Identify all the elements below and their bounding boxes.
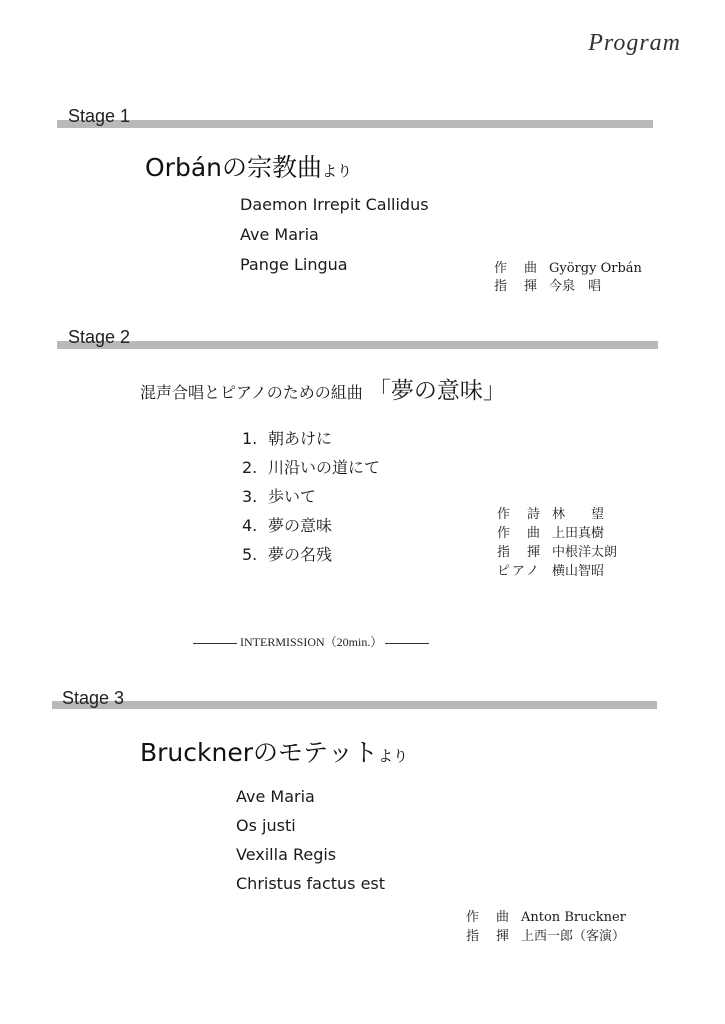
credit-name: György Orbán: [549, 261, 642, 276]
credit-role: 作 詩: [497, 507, 543, 522]
page-heading: Program: [588, 30, 681, 56]
piece-number: 2.: [242, 458, 258, 477]
piece-title: 夢の意味: [268, 516, 333, 535]
credit-name: 中根洋太朗: [552, 545, 618, 560]
stage3-title-main: Brucknerのモテット: [140, 738, 379, 767]
stage2-credit: [497, 543, 617, 562]
stage1-credit: [494, 277, 601, 296]
stage3-piece: Ave Maria: [236, 787, 315, 806]
stage1-title-main: Orbánの宗教曲: [145, 153, 322, 182]
stage2-title-main: 「夢の意味」: [367, 378, 506, 404]
stage3-divider-bar: [52, 701, 657, 709]
stage2-piece: [242, 484, 316, 507]
stage3-credit: [466, 927, 625, 946]
credit-name: 上田真樹: [552, 526, 605, 541]
intermission-notice: [193, 633, 429, 650]
stage3-credit: [466, 908, 626, 927]
stage2-title: [140, 372, 506, 405]
stage3-piece: Christus factus est: [236, 874, 386, 893]
stage2-piece: [242, 542, 332, 565]
stage2-piece: [242, 513, 332, 536]
credit-name: 林 望: [552, 507, 605, 522]
credit-role: 指 揮: [497, 545, 543, 560]
credit-role: ピアノ: [497, 564, 541, 579]
stage2-piece: [242, 455, 380, 478]
credit-role: 指 揮: [494, 279, 540, 294]
stage1-title-suffix: より: [322, 162, 353, 180]
piece-number: 5.: [242, 545, 258, 564]
stage2-title-prefix: 混声合唱とピアノのための組曲: [140, 383, 363, 402]
stage3-piece: Vexilla Regis: [236, 845, 337, 864]
piece-number: 1.: [242, 429, 258, 448]
intermission-text: INTERMISSION（20min.）: [240, 635, 383, 649]
stage2-divider-bar: [57, 341, 658, 349]
piece-title: 夢の名残: [268, 545, 333, 564]
stage2-credit: [497, 562, 604, 581]
stage1-piece: Daemon Irrepit Callidus: [240, 195, 429, 214]
credit-name: 今泉 唱: [549, 279, 602, 294]
stage3-title: [140, 733, 408, 769]
piece-title: 歩いて: [268, 487, 317, 506]
stage2-credit: [497, 505, 604, 524]
credit-role: 作 曲: [497, 526, 543, 541]
stage1-credit: [494, 259, 642, 278]
stage3-title-suffix: より: [378, 747, 409, 765]
stage2-credit: [497, 524, 604, 543]
credit-name: 横山智昭: [552, 564, 605, 579]
stage2-piece: [242, 426, 332, 449]
intermission-rule: [385, 643, 429, 644]
stage1-title: [145, 148, 352, 184]
piece-number: 4.: [242, 516, 258, 535]
stage1-label: Stage 1: [68, 106, 131, 126]
intermission-rule: [193, 643, 237, 644]
credit-name: 上西一郎（客演）: [521, 929, 626, 944]
stage1-piece: Ave Maria: [240, 225, 319, 244]
credit-name: Anton Bruckner: [521, 910, 626, 925]
stage1-piece: Pange Lingua: [240, 255, 348, 274]
credit-role: 作 曲: [494, 261, 540, 276]
stage3-label: Stage 3: [62, 688, 125, 708]
credit-role: 作 曲: [466, 910, 512, 925]
credit-role: 指 揮: [466, 929, 512, 944]
piece-title: 川沿いの道にて: [268, 458, 381, 477]
piece-number: 3.: [242, 487, 258, 506]
stage2-label: Stage 2: [68, 327, 131, 347]
stage3-piece: Os justi: [236, 816, 296, 835]
stage1-divider-bar: [57, 120, 653, 128]
piece-title: 朝あけに: [268, 429, 333, 448]
